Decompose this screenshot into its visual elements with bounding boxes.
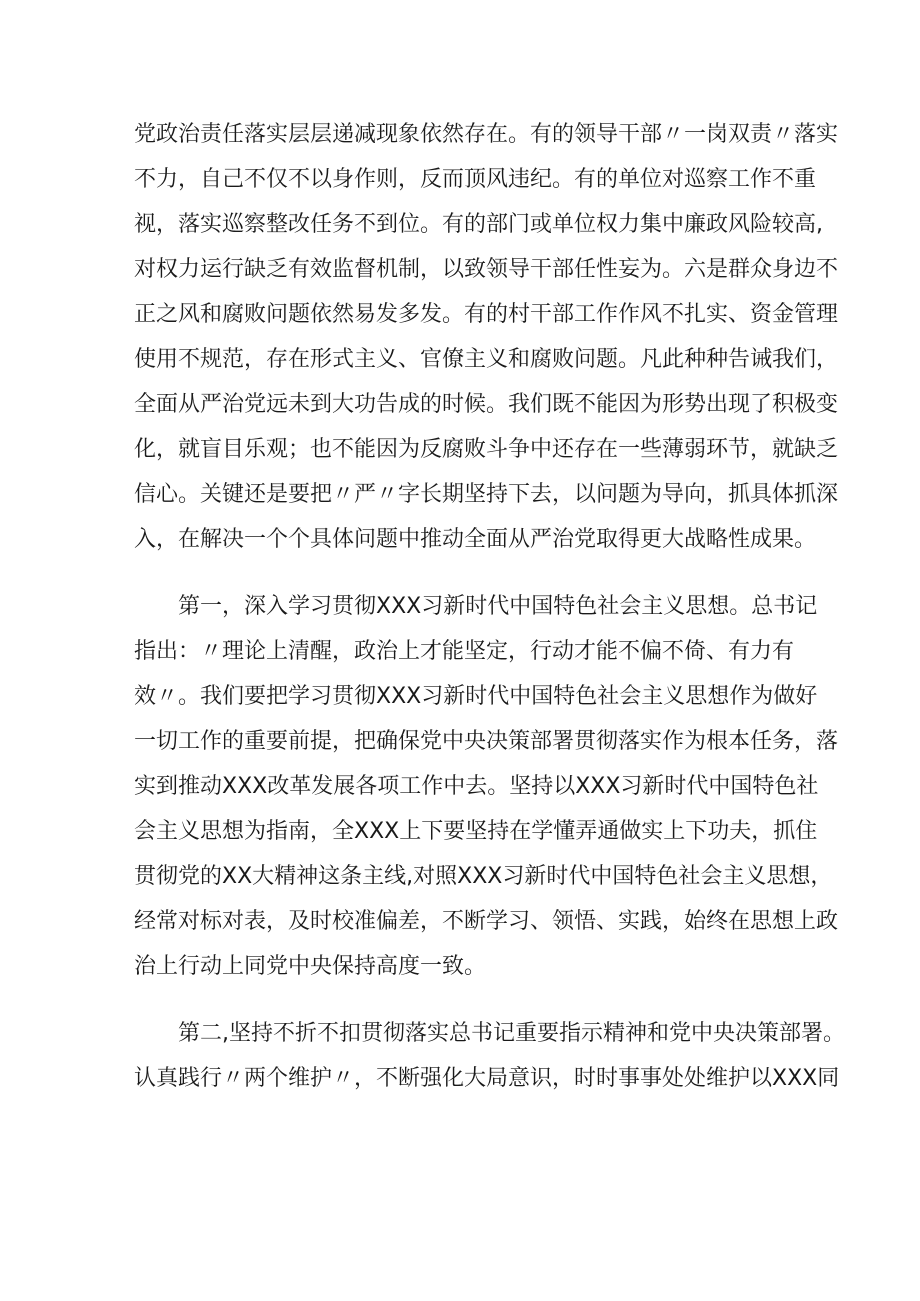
text-line: 贯彻党的XX大精神这条主线,对照XXX习新时代中国特色社会主义思想，	[134, 864, 833, 889]
text-line: 会主义思想为指南，全XXX上下要坚持在学懂弄通做实上下功夫，抓住	[134, 819, 818, 844]
paragraph-1	[134, 112, 839, 562]
paragraph-spacer	[134, 989, 784, 1011]
text-line: 认真践行〃两个维护〃，不断强化大局意识，时时事事处处维护以XXX同	[134, 1066, 840, 1091]
paragraph-3	[134, 1011, 845, 1101]
text-line: 治上行动上同党中央保持高度一致。	[134, 954, 487, 979]
paragraph-2	[134, 584, 839, 989]
document-body	[134, 112, 845, 1101]
text-line: 效〃。我们要把学习贯彻XXX习新时代中国特色社会主义思想作为做好	[134, 684, 818, 709]
paragraph-spacer	[134, 562, 784, 584]
text-line: 第二,坚持不折不扣贯彻落实总书记重要指示精神和党中央决策部署。	[134, 1021, 845, 1046]
text-line: 实到推动XXX改革发展各项工作中去。坚持以XXX习新时代中国特色社	[134, 774, 819, 799]
text-line: 视，落实巡察整改任务不到位。有的部门或单位权力集中廉政风险较高,	[134, 212, 823, 237]
text-line: 全面从严治党远未到大功告成的时候。我们既不能因为形势出现了积极变	[134, 392, 839, 417]
text-line: 经常对标对表，及时校准偏差，不断学习、领悟、实践，始终在思想上政	[134, 909, 839, 934]
text-line: 指出：〃理论上清醒，政治上才能坚定，行动才能不偏不倚、有力有	[134, 639, 795, 664]
text-line: 对权力运行缺乏有效监督机制，以致领导干部任性妄为。六是群众身边不	[134, 257, 839, 282]
text-line: 第一，深入学习贯彻XXX习新时代中国特色社会主义思想。总书记	[134, 594, 818, 619]
text-line: 党政治责任落实层层递减现象依然存在。有的领导干部〃一岗双责〃落实	[134, 122, 839, 147]
text-line: 信心。关键还是要把〃严〃字长期坚持下去，以问题为导向，抓具体抓深	[134, 482, 839, 507]
text-line: 使用不规范，存在形式主义、官僚主义和腐败问题。凡此种种告诫我们，	[134, 347, 839, 372]
text-line: 化，就盲目乐观；也不能因为反腐败斗争中还存在一些薄弱环节，就缺乏	[134, 437, 839, 462]
text-line: 一切工作的重要前提，把确保党中央决策部署贯彻落实作为根本任务，落	[134, 729, 839, 754]
text-line: 入，在解决一个个具体问题中推动全面从严治党取得更大战略性成果。	[134, 527, 817, 552]
text-line: 正之风和腐败问题依然易发多发。有的村干部工作作风不扎实、资金管理	[134, 302, 839, 327]
text-line: 不力，自己不仅不以身作则，反而顶风违纪。有的单位对巡察工作不重	[134, 167, 817, 192]
